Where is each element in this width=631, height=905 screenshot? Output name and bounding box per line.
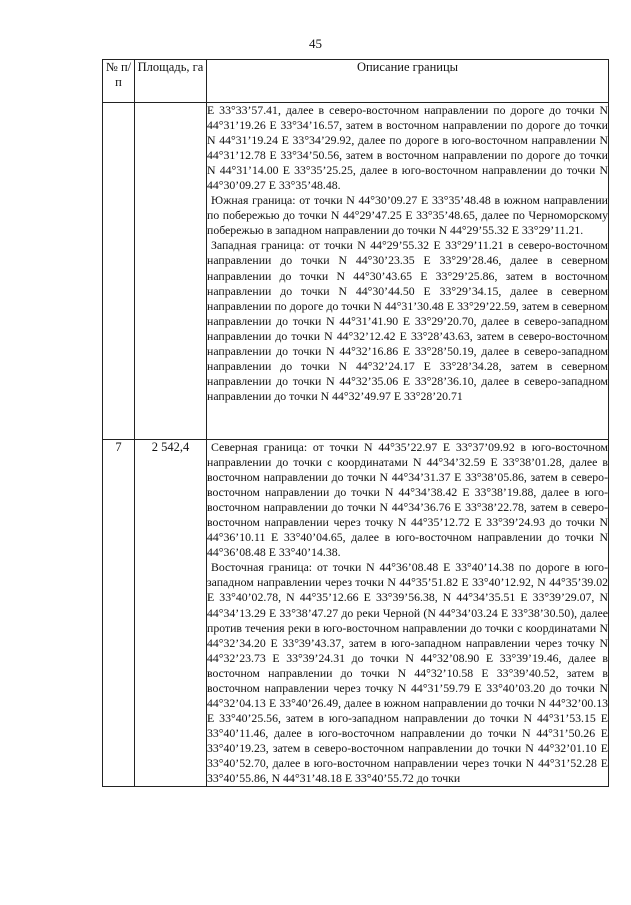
boundary-table: [102, 59, 609, 787]
page-number: 45: [309, 36, 322, 51]
boundary-paragraph-north: Северная граница: от точки N 44°35’22.97 E 33°37’09.92 в юго-восточном направлении до точки с координатами N 44°34’32.59 E 33°38’01.28, далее в восточном направлении до точки N 44°34’31.37 E 33°38’05.86, затем в северо-восточном направлении до точки N 44°34’38.42 E 33°38’19.88, далее в юго-восточном направлении до точки N 44°34’36.76 E 33°38’22.78, затем в северо-восточном направлении через точку N 44°35’12.72 E 33°39’24.93 до точки N 44°36’10.11 E 33°40’04.65, далее в юго-восточном направлении до точки N 44°36’08.48 E 33°40’14.38.: [207, 440, 608, 560]
table-row: [103, 103, 609, 440]
row-description: [207, 103, 609, 440]
header-description: Описание границы: [207, 60, 609, 103]
row-number: 7: [103, 440, 135, 787]
boundary-paragraph-east: Восточная граница: от точки N 44°36’08.48 E 33°40’14.38 по дороге в юго-западном направлении через точки N 44°35’51.82 E 33°40’12.92, N 44°35’39.02 E 33°40’02.78, N 44°35’12.66 E 33°39’56.38, N 44°34’35.51 E 33°39’29.07, N 44°34’13.29 E 33°38’47.27 до реки Черной (N 44°34’03.24 E 33°38’30.50), далее против течения реки в юго-восточном направлении до точки с координатами N 44°32’34.20 E 33°39’43.37, затем в юго-западном направлении через точку N 44°32’23.73 E 33°39’24.31 до точки N 44°32’08.90 E 33°39’19.46, далее в восточном направлении до точки N 44°32’10.58 E 33°39’40.52, затем в восточном направлении через точку N 44°31’59.79 E 33°40’03.20 до точки N 44°32’04.13 E 33°40’26.49, далее в южном направлении до точки N 44°32’00.13 E 33°40’25.56, затем в юго-западном направлении до точки N 44°31’53.15 E 33°40’11.46, далее в юго-восточном направлении до точки N 44°31’50.26 E 33°40’19.23, затем в северо-восточном направлении до точки N 44°32’01.10 E 33°40’52.70, далее в юго-восточном направлении через точки N 44°31’52.28 E 33°40’55.86, N 44°31’48.18 E 33°40’55.72 до точки: [207, 560, 608, 786]
boundary-paragraph-west: Западная граница: от точки N 44°29’55.32 E 33°29’11.21 в северо-восточном направлении до точки N 44°30’23.35 E 33°29’28.46, далее в северном направлении до точки N 44°30’43.65 E 33°29’25.86, затем в восточном направлении до точки N 44°30’44.50 E 33°29’34.15, далее в северном направлении по дороге до точки N 44°31’30.48 E 33°29’22.59, затем в северном направлении до точки N 44°31’41.90 E 33°29’20.70, далее в северо-западном направлении до точки N 44°32’12.42 E 33°28’43.63, затем в северо-восточном направлении до точки N 44°32’16.86 E 33°28’50.19, далее в северо-западном направлении до точки N 44°32’24.17 E 33°28’34.28, затем в северном направлении до точки N 44°32’35.06 E 33°28’36.10, далее в северо-западном направлении до точки N 44°32’49.97 E 33°28’20.71: [207, 238, 608, 403]
row-area: [135, 103, 207, 440]
row-description: [207, 440, 609, 787]
table-header: [103, 60, 609, 103]
header-area: Площадь, га: [135, 60, 207, 103]
row-number: [103, 103, 135, 440]
table-row: [103, 440, 609, 787]
boundary-paragraph-south: Южная граница: от точки N 44°30’09.27 E 33°35’48.48 в южном направлении по побережью до точки N 44°29’47.25 E 33°35’48.65, далее по Черноморскому побережью в западном направлении до точки N 44°29’55.32 E 33°29’11.21.: [207, 193, 608, 238]
header-row: [103, 60, 609, 103]
boundary-paragraph: E 33°33’57.41, далее в северо-восточном направлении по дороге до точки N 44°31’19.26 E 33°34’16.57, затем в восточном направлении по дороге до точки N 44°31’19.24 E 33°34’29.92, далее по дороге в юго-восточном направлении N 44°31’12.78 E 33°34’50.56, затем в восточном направлении по дороге до точки N 44°31’14.00 E 33°35’25.25, далее в юго-восточном направлении до точки N 44°30’09.27 E 33°35’48.48.: [207, 103, 608, 193]
header-number: № п/п: [103, 60, 135, 103]
row-area: 2 542,4: [135, 440, 207, 787]
